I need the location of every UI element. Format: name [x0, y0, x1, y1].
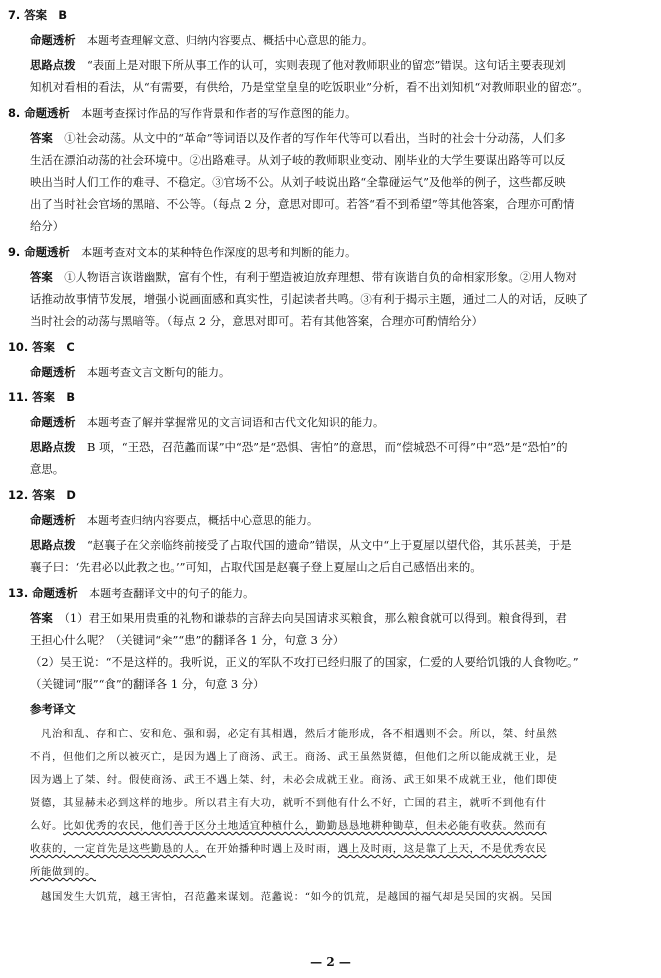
text-line [8, 586, 254, 601]
text-line [30, 58, 566, 73]
text-line [30, 314, 483, 329]
text-segment: 出了当时社会官场的黑暗、不公等。（每点 2 分，意思对即可。若答“看不到希望”等其他答案，合理亦可酌情 [30, 197, 575, 211]
text-segment: 本题考查归纳内容要点，概括中心意思的能力。 [86, 514, 318, 527]
text-segment: 本题考查翻译文中的句子的能力。 [89, 587, 255, 600]
text-line [30, 365, 230, 380]
text-segment: （2）吴王说：“不是这样的。我听说，正义的军队不攻打已经归服了的国家，仁爱的人要给饥饿的人食物吃。” [30, 655, 579, 669]
text-segment: 本题考查了解并掌握常见的文言词语和古代文化知识的能力。 [86, 416, 384, 429]
text-segment: 么好。 [30, 820, 63, 832]
text-line [8, 245, 356, 260]
text-segment: 生活在漂泊动荡的社会环境中。②出路难寻。从刘子岐的教师职业变动、刚毕业的大学生要谋出路等可以反 [30, 153, 566, 167]
text-segment: 所能做到的。 [30, 866, 96, 878]
text-line [30, 292, 588, 307]
section-label: 答案 [30, 270, 65, 284]
section-label: 12. 答案 D [8, 488, 76, 502]
text-line [30, 80, 589, 95]
section-label: 思路点拨 [30, 538, 87, 552]
text-segment: 当时社会的动荡与黑暗等。（每点 2 分，意思对即可。若有其他答案，合理亦可酌情给分） [30, 314, 484, 328]
section-label: 命题透析 [30, 33, 87, 47]
text-segment: 收获的，一定首先是这些勤恳的人。 [30, 843, 206, 855]
text-line [30, 889, 552, 905]
section-label: 8. 命题透析 [8, 106, 82, 120]
text-segment: 比如优秀的农民，他们善于区分土地适宜种植什么，勤勤恳恳地耕种锄草，但未必能有收获。然而有 [62, 820, 547, 832]
text-segment: 贤德，其显赫未必到这样的地步。所以君主有大功，就听不到他有什么不好，亡国的君主，就听不到他有什 [30, 797, 547, 809]
text-line [30, 153, 565, 168]
text-line [30, 560, 482, 575]
text-line [30, 772, 558, 788]
text-segment: 在开始播种时遇上及时雨， [205, 843, 338, 855]
section-label: 命题透析 [30, 513, 87, 527]
section-label: 9. 命题透析 [8, 245, 82, 259]
text-line [30, 270, 577, 285]
section-label: 11. 答案 B [8, 390, 75, 404]
text-line [30, 611, 567, 626]
text-line [30, 462, 64, 477]
text-line [30, 219, 64, 234]
text-line [8, 340, 75, 355]
text-line [30, 818, 547, 834]
text-segment: 越国发生大饥荒，越王害怕，召范蠡来谋划。范蠡说：“如今的饥荒，是越国的福气却是吴国的灾祸。吴国 [30, 891, 553, 903]
text-segment: 映出当时人们工作的难寻、不稳定。③官场不公。从刘子岐说出路“全靠碰运气”及他举的例子，这些都反映 [30, 175, 566, 189]
text-line [30, 513, 318, 528]
section-label: 参考译文 [30, 702, 76, 716]
section-label: 7. 答案 B [8, 8, 68, 22]
text-line [30, 749, 558, 765]
text-line [8, 390, 75, 405]
text-segment: 知机对看相的看法，从“有需要，有供给，乃是堂堂皇皇的吃饭职业”分析，看不出刘知机“对教师职业的留恋”。 [30, 80, 589, 94]
text-line [30, 131, 566, 146]
text-segment: 本题考查探讨作品的写作背景和作者的写作意图的能力。 [81, 107, 357, 120]
text-line [30, 633, 344, 648]
text-line [30, 538, 571, 553]
section-label: 13. 命题透析 [8, 586, 90, 600]
text-segment: “表面上是对眼下所从事工作的认可，实则表现了他对教师职业的留恋”错误。这句话主要表现刘 [86, 58, 566, 72]
text-line [30, 795, 547, 811]
section-label: 思路点拨 [30, 440, 87, 454]
text-segment: 王担心什么呢？（关键词“籴”“患”的翻译各 1 分，句意 3 分） [30, 633, 345, 647]
section-label: 命题透析 [30, 365, 87, 379]
page-number: — 2 — [310, 955, 351, 969]
text-segment: 襄子曰：‘先君必以此教之也。’”可知，占取代国是赵襄子登上夏屋山之后自己感悟出来的。 [30, 560, 482, 574]
text-line [30, 655, 579, 670]
text-line [30, 415, 384, 430]
text-segment: 话推动故事情节发展，增强小说画面感和真实性，引起读者共鸣。③有利于揭示主题，通过二人的对话，反映了 [30, 292, 589, 306]
text-segment: （1）君王如果用贵重的礼物和谦恭的言辞去向吴国请求买粮食，那么粮食就可以得到。粮食得到，君 [64, 611, 567, 625]
text-segment: 本题考查对文本的某种特色作深度的思考和判断的能力。 [81, 246, 357, 259]
text-line [30, 841, 547, 857]
section-label: 命题透析 [30, 415, 87, 429]
text-segment: 意思。 [30, 462, 65, 476]
text-line [30, 33, 373, 48]
text-segment: 凡治和乱、存和亡、安和危、强和弱，必定有其相遇，然后才能形成，各不相遇则不会。所以，桀、纣虽然 [30, 728, 558, 740]
text-segment: 不肖，但他们之所以被灭亡，是因为遇上了商汤、武王。商汤、武王虽然贤德，但他们之所以能成就王业，是 [30, 751, 558, 763]
text-segment: ①人物语言诙谐幽默，富有个性，有利于塑造被迫放弃理想、带有诙谐自负的命相家形象。②用人物对 [64, 270, 577, 284]
text-line [30, 440, 568, 455]
text-segment: “赵襄子在父亲临终前接受了占取代国的遗命”错误，从文中“上于夏屋以望代俗，其乐甚美，于是 [86, 538, 572, 552]
text-segment: ①社会动荡。从文中的“革命”等词语以及作者的写作年代等可以看出，当时的社会十分动荡，人们多 [64, 131, 566, 145]
text-segment: B 项，“王恐，召范蠡而谋”中“恐”是“恐惧、害怕”的意思，而“偿城恐不可得”中“恐”是“恐怕”的 [86, 440, 568, 454]
text-line [30, 197, 574, 212]
text-line [30, 175, 566, 190]
text-line [8, 106, 356, 121]
text-segment: 因为遇上了桀、纣。假使商汤、武王不遇上桀、纣，未必会成就王业。商汤、武王如果不成就王业，他们即使 [30, 774, 558, 786]
text-segment: 遇上及时雨，这是靠了上天，不是优秀农民 [337, 843, 547, 855]
text-segment: （关键词“服”“食”的翻译各 1 分，句意 3 分） [30, 677, 265, 691]
text-line [8, 488, 76, 503]
section-label: 答案 [30, 131, 65, 145]
text-segment: 本题考查文言文断句的能力。 [86, 366, 230, 379]
text-segment: 本题考查理解文意、归纳内容要点、概括中心意思的能力。 [86, 34, 373, 47]
text-line [30, 677, 265, 692]
text-line [30, 726, 558, 742]
text-line [8, 8, 67, 23]
text-segment: 给分） [30, 219, 65, 233]
section-label: 10. 答案 C [8, 340, 75, 354]
text-line [30, 864, 96, 880]
section-label: 思路点拨 [30, 58, 87, 72]
text-line [30, 702, 76, 717]
section-label: 答案 [30, 611, 65, 625]
